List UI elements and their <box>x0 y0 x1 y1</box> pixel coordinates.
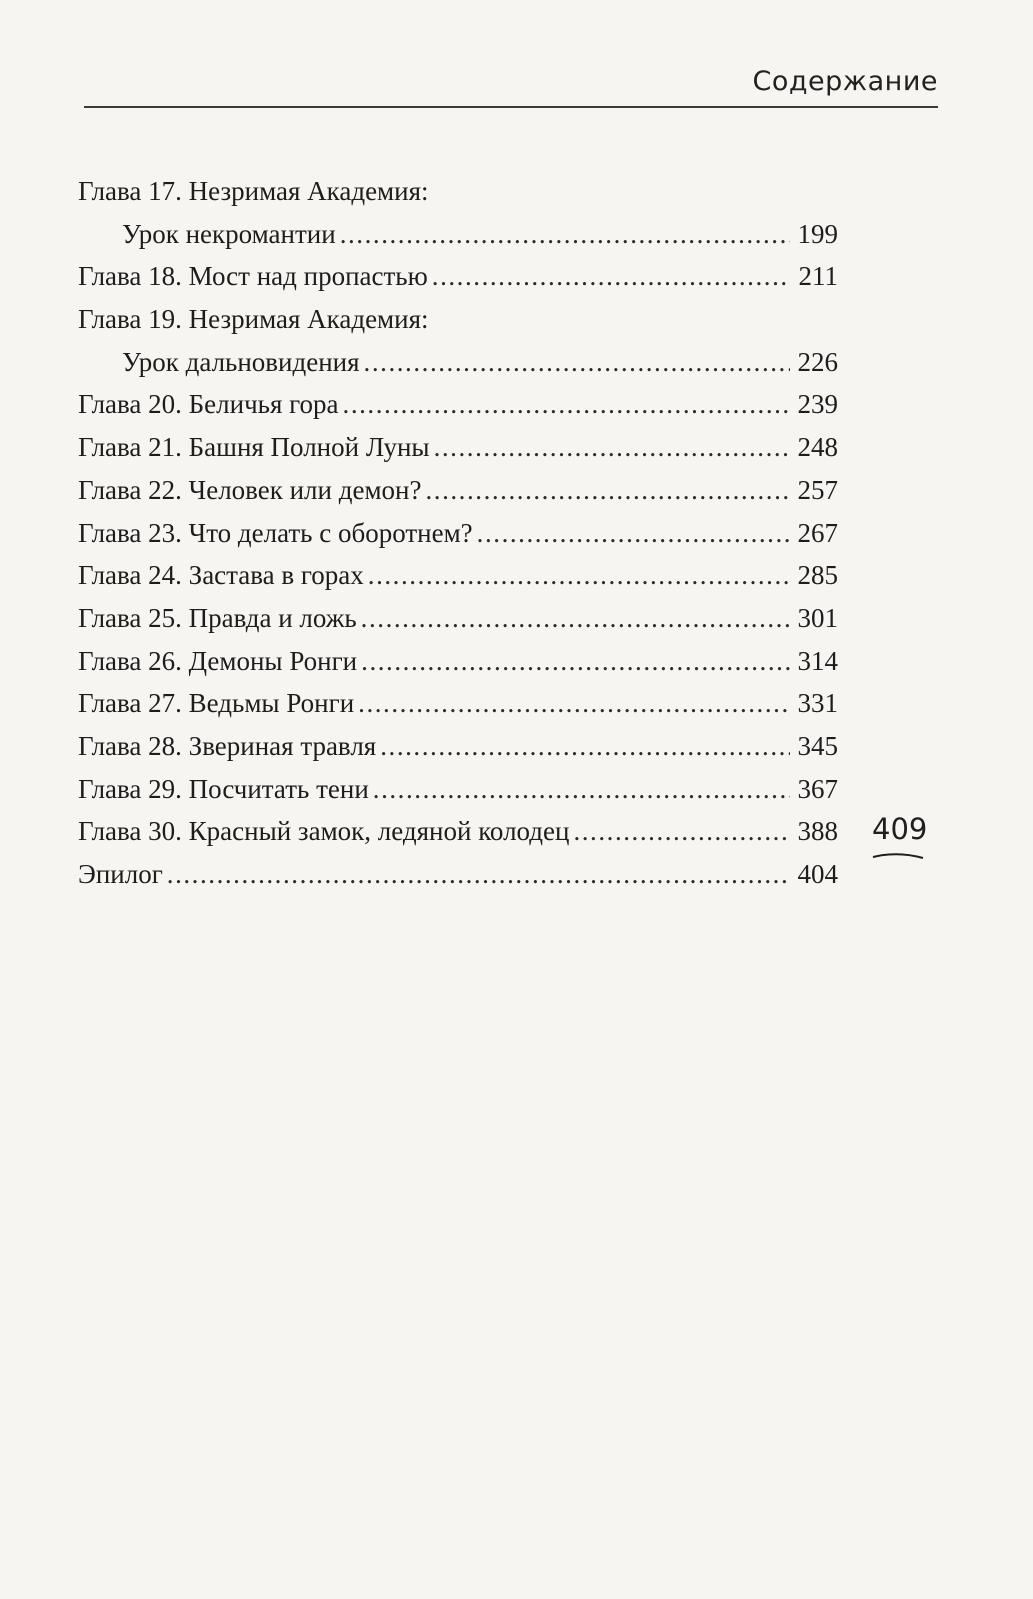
dot-leader <box>358 682 790 725</box>
toc-entry <box>78 383 838 426</box>
dot-leader <box>364 341 790 384</box>
toc-entry <box>78 640 838 683</box>
toc-line <box>78 554 838 597</box>
toc-title: Глава 24. Застава в горах <box>78 560 364 591</box>
dot-leader <box>368 554 790 597</box>
toc-line <box>78 810 838 853</box>
toc-title: Глава 18. Мост над пропастью <box>78 261 428 292</box>
toc-line <box>78 597 838 640</box>
toc-page-number: 226 <box>797 346 838 377</box>
toc-line <box>78 341 838 384</box>
toc-page-number: 314 <box>797 645 838 676</box>
toc-page-number: 404 <box>797 859 838 889</box>
toc-title: Глава 26. Демоны Ронги <box>78 645 358 676</box>
toc-page-number: 239 <box>797 389 838 420</box>
toc-title: Урок некромантии <box>122 218 336 249</box>
page-number-swash <box>872 852 924 862</box>
toc-title: Глава 29. Посчитать тени <box>78 773 369 804</box>
toc-entry <box>78 469 838 512</box>
dot-leader <box>373 768 790 811</box>
toc-title: Урок дальновидения <box>122 346 360 377</box>
toc-line <box>78 426 838 469</box>
toc-entry <box>78 682 838 725</box>
toc-entry <box>78 170 838 255</box>
toc-entry <box>78 853 838 896</box>
toc-entry <box>78 554 838 597</box>
dot-leader <box>434 426 790 469</box>
table-of-contents <box>78 170 838 896</box>
toc-entry <box>78 426 838 469</box>
toc-title: Глава 23. Что делать с оборотнем? <box>78 517 473 548</box>
toc-title: Эпилог <box>78 859 163 889</box>
dot-leader <box>573 810 790 853</box>
dot-leader <box>477 512 790 555</box>
dot-leader <box>361 597 790 640</box>
dot-leader <box>361 640 790 683</box>
toc-title: Глава 28. Звериная травля <box>78 730 377 761</box>
toc-entry <box>78 810 838 853</box>
dot-leader <box>167 853 790 896</box>
dot-leader <box>380 725 790 768</box>
header-rule <box>84 106 938 108</box>
toc-page-number: 211 <box>798 261 838 292</box>
toc-page-number: 301 <box>797 602 838 633</box>
toc-line <box>78 469 838 512</box>
toc-line <box>78 213 838 256</box>
toc-title: Глава 20. Беличья гора <box>78 389 339 420</box>
toc-title: Глава 25. Правда и ложь <box>78 602 357 633</box>
toc-page-number: 345 <box>797 730 838 761</box>
toc-page-number: 257 <box>797 474 838 505</box>
toc-title: Глава 22. Человек или демон? <box>78 474 422 505</box>
toc-page-number: 267 <box>797 517 838 548</box>
toc-entry <box>78 298 838 383</box>
toc-line <box>78 298 838 341</box>
toc-line <box>78 853 838 896</box>
toc-page-number: 199 <box>797 218 838 249</box>
toc-entry <box>78 597 838 640</box>
toc-title: Глава 19. Незримая Академия: <box>78 304 429 335</box>
dot-leader <box>425 469 790 512</box>
toc-line <box>78 170 838 213</box>
toc-line <box>78 512 838 555</box>
running-head: Содержание <box>752 66 938 97</box>
toc-title: Глава 27. Ведьмы Ронги <box>78 688 355 719</box>
toc-title: Глава 30. Красный замок, ледяной колодец <box>78 816 570 847</box>
toc-entry <box>78 255 838 298</box>
toc-page-number: 285 <box>797 560 838 591</box>
toc-line <box>78 383 838 426</box>
toc-line <box>78 682 838 725</box>
dot-leader <box>432 255 790 298</box>
page-number: 409 <box>872 812 928 846</box>
toc-entry <box>78 725 838 768</box>
dot-leader <box>343 383 790 426</box>
toc-line <box>78 255 838 298</box>
toc-line <box>78 725 838 768</box>
toc-title: Глава 21. Башня Полной Луны <box>78 432 430 463</box>
toc-line <box>78 768 838 811</box>
toc-entry <box>78 512 838 555</box>
toc-line <box>78 640 838 683</box>
toc-page-number: 248 <box>797 432 838 463</box>
toc-entry <box>78 768 838 811</box>
toc-title: Глава 17. Незримая Академия: <box>78 176 429 206</box>
toc-page-number: 367 <box>797 773 838 804</box>
dot-leader <box>340 213 790 256</box>
toc-page-number: 331 <box>797 688 838 719</box>
toc-page-number: 388 <box>797 816 838 847</box>
